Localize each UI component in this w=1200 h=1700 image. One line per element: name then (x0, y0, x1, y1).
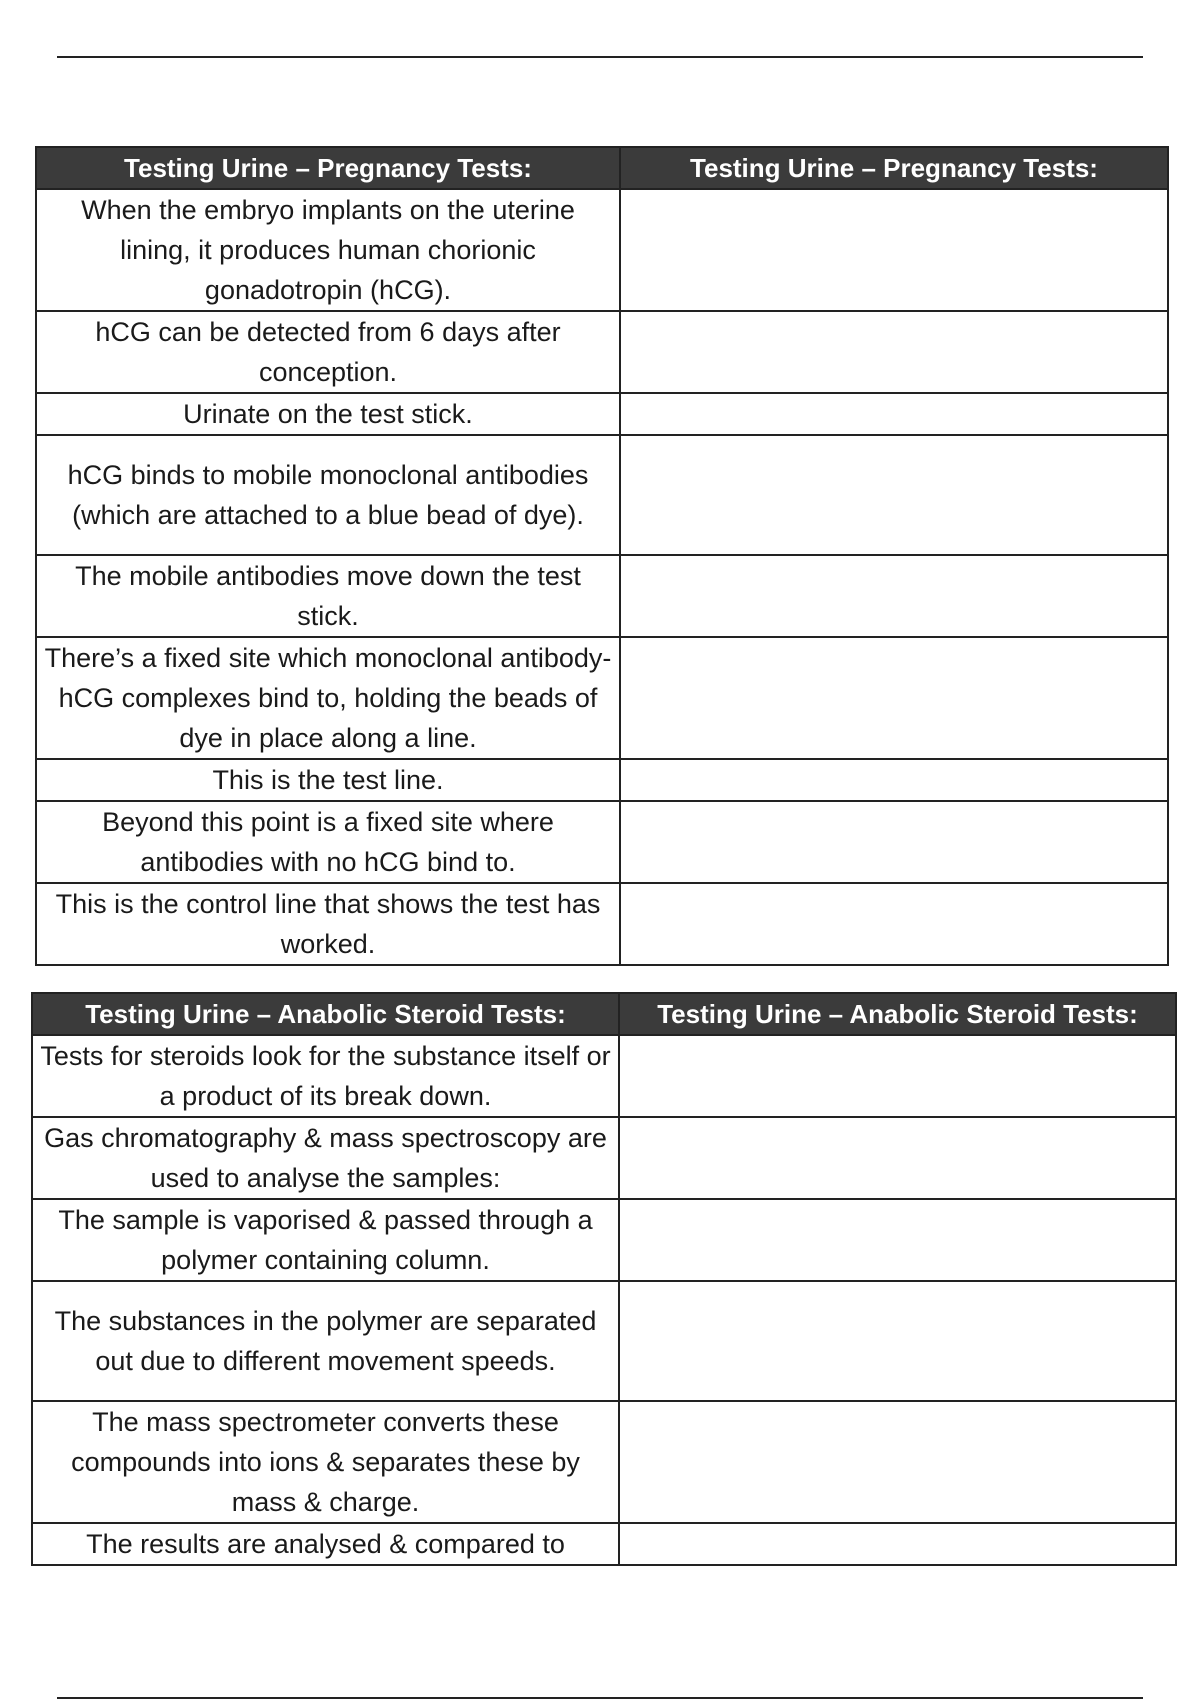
header-rule (57, 56, 1143, 58)
answer-cell[interactable] (620, 637, 1168, 759)
table-row (36, 883, 1168, 965)
answer-cell[interactable] (620, 393, 1168, 435)
answer-cell[interactable] (620, 801, 1168, 883)
answer-cell[interactable] (619, 1401, 1176, 1523)
statement-cell: There’s a fixed site which monoclonal antibody-hCG complexes bind to, holding the beads of dye in place along a line. (36, 637, 620, 759)
table-header-row (36, 147, 1168, 189)
answer-cell[interactable] (620, 435, 1168, 555)
statement-cell: The mobile antibodies move down the test stick. (36, 555, 620, 637)
statement-cell: The mass spectrometer converts these compounds into ions & separates these by mass & charge. (32, 1401, 619, 1523)
pregnancy-tests-table (35, 146, 1169, 966)
pregnancy-header-left: Testing Urine – Pregnancy Tests: (36, 147, 620, 189)
table-row (32, 1281, 1176, 1401)
statement-cell: The substances in the polymer are separated out due to different movement speeds. (32, 1281, 619, 1401)
table-row (32, 1117, 1176, 1199)
answer-cell[interactable] (619, 1281, 1176, 1401)
statement-cell: hCG binds to mobile monoclonal antibodies (which are attached to a blue bead of dye). (36, 435, 620, 555)
footer-rule (57, 1697, 1143, 1699)
table-row (36, 189, 1168, 311)
answer-cell[interactable] (620, 883, 1168, 965)
steroid-tests-table (31, 992, 1177, 1566)
table-row (36, 759, 1168, 801)
pregnancy-header-right: Testing Urine – Pregnancy Tests: (620, 147, 1168, 189)
table-row (36, 435, 1168, 555)
table-row (32, 1523, 1176, 1565)
steroid-header-right: Testing Urine – Anabolic Steroid Tests: (619, 993, 1176, 1035)
table-row (36, 311, 1168, 393)
table-row (32, 1401, 1176, 1523)
statement-cell: Gas chromatography & mass spectroscopy are used to analyse the samples: (32, 1117, 619, 1199)
statement-cell: Urinate on the test stick. (36, 393, 620, 435)
statement-cell: Tests for steroids look for the substance itself or a product of its break down. (32, 1035, 619, 1117)
table-row (36, 555, 1168, 637)
answer-cell[interactable] (620, 311, 1168, 393)
statement-cell: This is the test line. (36, 759, 620, 801)
steroid-header-left: Testing Urine – Anabolic Steroid Tests: (32, 993, 619, 1035)
table-row (36, 393, 1168, 435)
answer-cell[interactable] (619, 1117, 1176, 1199)
statement-cell: The sample is vaporised & passed through a polymer containing column. (32, 1199, 619, 1281)
answer-cell[interactable] (620, 759, 1168, 801)
answer-cell[interactable] (619, 1035, 1176, 1117)
table-row (32, 1035, 1176, 1117)
statement-cell: Beyond this point is a fixed site where antibodies with no hCG bind to. (36, 801, 620, 883)
table-header-row (32, 993, 1176, 1035)
statement-cell: hCG can be detected from 6 days after conception. (36, 311, 620, 393)
answer-cell[interactable] (619, 1199, 1176, 1281)
answer-cell[interactable] (619, 1523, 1176, 1565)
statement-cell: When the embryo implants on the uterine lining, it produces human chorionic gonadotropin (hCG). (36, 189, 620, 311)
statement-cell: The results are analysed & compared to (32, 1523, 619, 1565)
answer-cell[interactable] (620, 189, 1168, 311)
table-row (32, 1199, 1176, 1281)
statement-cell: This is the control line that shows the test has worked. (36, 883, 620, 965)
answer-cell[interactable] (620, 555, 1168, 637)
table-row (36, 801, 1168, 883)
table-row (36, 637, 1168, 759)
